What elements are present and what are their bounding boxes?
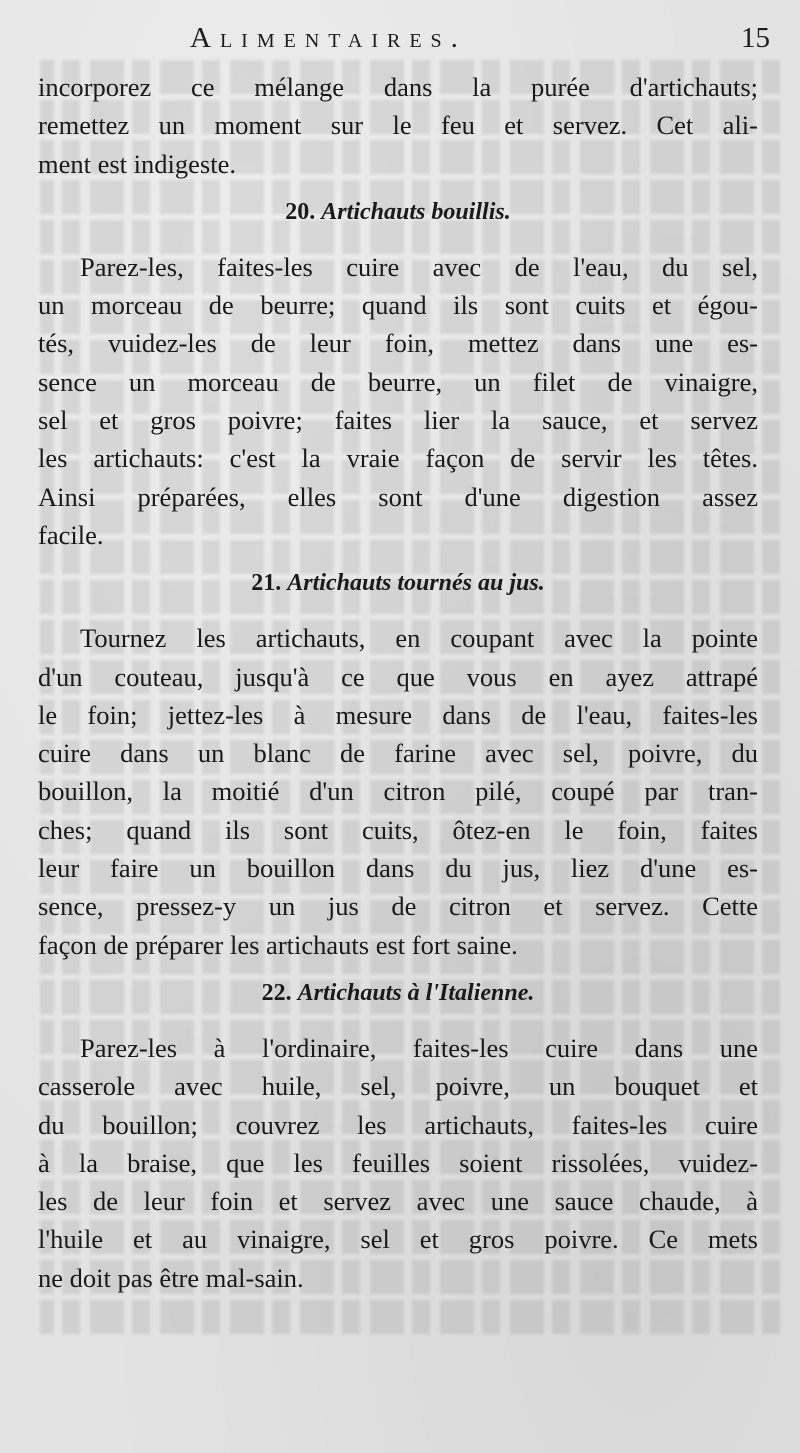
text-line: d'un couteau, jusqu'à ce que vous en ayez attrapé	[38, 661, 758, 692]
section-heading-21	[38, 568, 758, 598]
text-line: sence un morceau de beurre, un filet de vinaigre,	[38, 366, 758, 397]
text-line: Parez-les à l'ordinaire, faites-les cuire dans une	[80, 1032, 758, 1063]
section-paragraph-22	[38, 1029, 758, 1297]
text-line: à la braise, que les feuilles soient rissolées, vuidez-	[38, 1147, 758, 1178]
section-paragraph-21	[38, 619, 758, 964]
text-line: ches; quand ils sont cuits, ôtez-en le foin, faites	[38, 814, 758, 845]
text-line: Ainsi préparées, elles sont d'une digestion assez	[38, 481, 758, 512]
section-number: 22.	[261, 979, 292, 1006]
section-title: Artichauts à l'Italienne.	[297, 979, 535, 1006]
page-body	[38, 68, 758, 1297]
text-line: un morceau de beurre; quand ils sont cuits et égou-	[38, 290, 758, 321]
text-line: ne doit pas être mal-sain.	[38, 1262, 304, 1293]
text-line: l'huile et au vinaigre, sel et gros poivre. Ce mets	[38, 1224, 758, 1255]
text-line: cuire dans un blanc de farine avec sel, poivre, du	[38, 738, 758, 769]
text-line: ment est indigeste.	[38, 148, 236, 179]
text-line: sence, pressez-y un jus de citron et servez. Cette	[38, 891, 758, 922]
text-line: les de leur foin et servez avec une sauce chaude, à	[38, 1186, 758, 1217]
text-line: facile.	[38, 519, 104, 550]
section-number: 21.	[251, 570, 282, 597]
text-line: du bouillon; couvrez les artichauts, faites-les cuire	[38, 1109, 758, 1140]
section-heading-20	[38, 197, 758, 227]
page-header	[190, 22, 770, 62]
running-title: Alimentaires.	[190, 22, 467, 54]
section-title: Artichauts bouillis.	[321, 198, 511, 225]
section-number: 20.	[285, 198, 316, 225]
paragraph-continuation	[38, 68, 758, 183]
section-heading-22	[38, 978, 758, 1008]
text-line: sel et gros poivre; faites lier la sauce, et servez	[38, 405, 758, 436]
text-line: les artichauts: c'est la vraie façon de servir les têtes.	[38, 443, 758, 474]
text-line: leur faire un bouillon dans du jus, liez d'une es-	[38, 853, 758, 884]
text-line: Parez-les, faites-les cuire avec de l'eau, du sel,	[80, 251, 758, 282]
text-line: casserole avec huile, sel, poivre, un bouquet et	[38, 1071, 758, 1102]
section-title: Artichauts tournés au jus.	[287, 570, 545, 597]
text-line: Tournez les artichauts, en coupant avec la pointe	[80, 623, 758, 654]
text-line: bouillon, la moitié d'un citron pilé, coupé par tran-	[38, 776, 758, 807]
text-line: incorporez ce mélange dans la purée d'artichauts;	[38, 72, 758, 102]
text-line: façon de préparer les artichauts est fort saine.	[38, 929, 518, 960]
section-paragraph-20	[38, 248, 758, 554]
text-line: tés, vuidez-les de leur foin, mettez dans une es-	[38, 328, 758, 359]
text-line: le foin; jettez-les à mesure dans de l'eau, faites-les	[38, 699, 758, 730]
page-number: 15	[741, 22, 770, 54]
text-line: remettez un moment sur le feu et servez. Cet ali-	[38, 110, 758, 141]
